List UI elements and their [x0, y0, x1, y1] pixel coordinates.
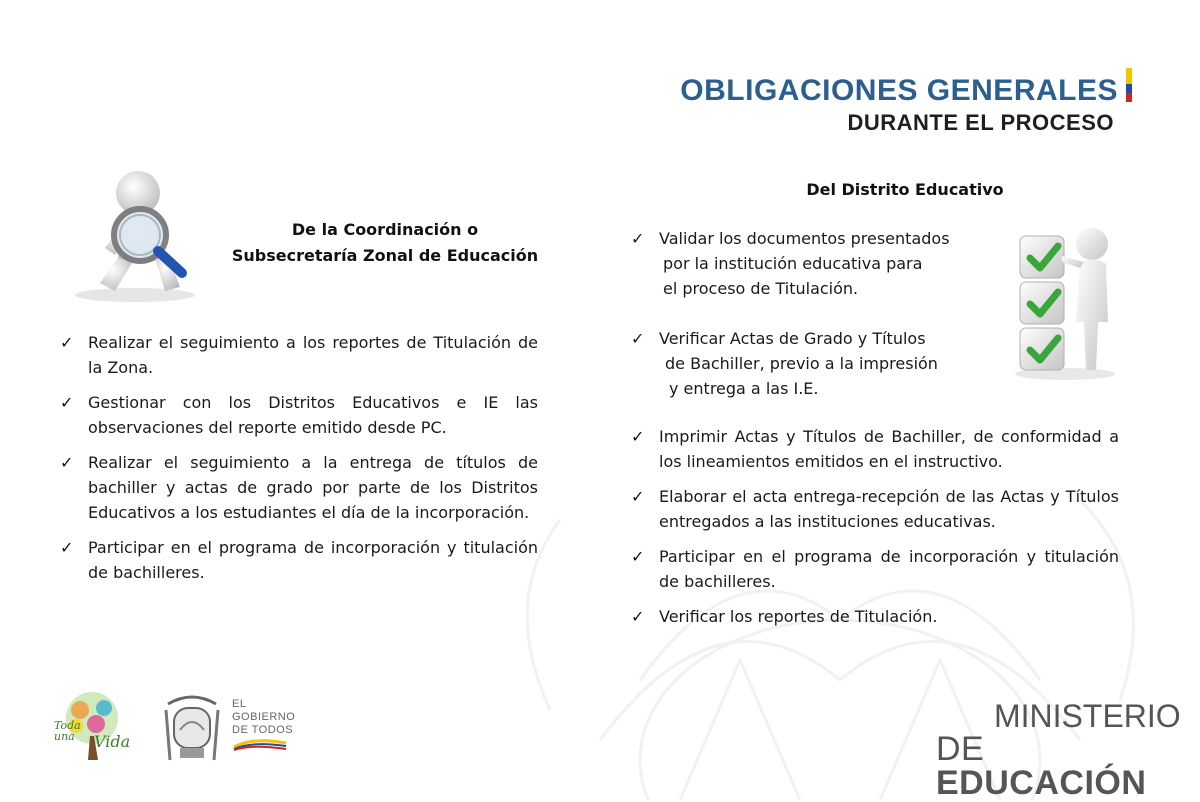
- check-icon: ✓: [631, 229, 645, 248]
- ministerio-educacion-logo: [936, 700, 1200, 800]
- list-item: [58, 390, 538, 440]
- ministerio-line2: [936, 732, 1200, 800]
- left-obligations-list: [58, 330, 538, 595]
- page-title: OBLIGACIONES GENERALES: [680, 74, 1118, 107]
- check-icon: ✓: [60, 538, 74, 557]
- right-obligations-list: [629, 424, 1119, 639]
- check-icon: ✓: [631, 427, 645, 446]
- list-item: [629, 544, 1119, 594]
- vida-text: Vida: [94, 732, 131, 751]
- list-item-text: Realizar el seguimiento a la entrega de títulos de bachiller y actas de grado por parte de los Distritos Educativos a los estudiantes el día de la incorporación.: [88, 453, 538, 522]
- page-subtitle: DURANTE EL PROCESO: [847, 110, 1114, 135]
- list-item-text: Participar en el programa de incorporación y titulación de bachilleres.: [88, 538, 538, 582]
- list-item-text: Elaborar el acta entrega-recepción de las Actas y Títulos entregados a las instituciones educativas.: [659, 487, 1119, 531]
- right-item-verify: [629, 326, 1019, 401]
- list-item-text: Verificar los reportes de Titulación.: [659, 607, 938, 626]
- checklist-person-icon: [1010, 222, 1120, 382]
- right-item1-line2: por la institución educativa para: [663, 254, 923, 273]
- right-item2-line2: de Bachiller, previo a la impresión: [665, 354, 938, 373]
- gobierno-de-todos-logo: [232, 698, 295, 755]
- ministerio-de: DE: [936, 730, 985, 768]
- ministerio-educacion: EDUCACIÓN: [936, 764, 1147, 802]
- list-item-text: Realizar el seguimiento a los reportes de Titulación de la Zona.: [88, 333, 538, 377]
- flag-swoosh-icon: [232, 737, 288, 751]
- check-icon: ✓: [631, 487, 645, 506]
- ministerio-line1: MINISTERIO: [994, 698, 1181, 734]
- right-item2-line3: y entrega a las I.E.: [669, 379, 819, 398]
- list-item: [58, 450, 538, 525]
- list-item: [629, 424, 1119, 474]
- una-text: una: [54, 730, 75, 743]
- check-icon: ✓: [60, 453, 74, 472]
- left-heading-line1: De la Coordinación o: [291, 220, 479, 239]
- left-section-heading: [200, 217, 570, 269]
- list-item: [629, 484, 1119, 534]
- toda-una-vida-logo: [52, 688, 132, 768]
- left-heading-line2: Subsecretaría Zonal de Educación: [231, 246, 539, 265]
- list-item: [58, 330, 538, 380]
- gobierno-line3: DE TODOS: [232, 724, 294, 736]
- right-item-validate: [629, 226, 1019, 301]
- list-item-text: Gestionar con los Distritos Educativos e IE las observaciones del reporte emitido desde PC.: [88, 393, 538, 437]
- check-icon: ✓: [631, 547, 645, 566]
- check-icon: ✓: [631, 607, 645, 626]
- list-item: [58, 535, 538, 585]
- list-item: [629, 604, 1119, 629]
- right-section-heading: Del Distrito Educativo: [806, 180, 1004, 199]
- check-icon: ✓: [631, 329, 645, 348]
- magnifier-person-icon: [70, 163, 200, 303]
- check-icon: ✓: [60, 333, 74, 352]
- right-item1-line1: Validar los documentos presentados: [659, 229, 950, 248]
- ecuador-flag-bar: [1126, 68, 1132, 102]
- list-item-text: Imprimir Actas y Títulos de Bachiller, de conformidad a los lineamientos emitidos en el instructivo.: [659, 427, 1119, 471]
- right-item2-line1: Verificar Actas de Grado y Títulos: [659, 329, 926, 348]
- coat-of-arms-icon: [160, 690, 224, 770]
- list-item-text: Participar en el programa de incorporación y titulación de bachilleres.: [659, 547, 1119, 591]
- toda-text: Toda: [54, 719, 81, 732]
- check-icon: ✓: [60, 393, 74, 412]
- gobierno-line2: GOBIERNO: [232, 711, 296, 723]
- right-item1-line3: el proceso de Titulación.: [663, 279, 859, 298]
- gobierno-line1: EL: [232, 698, 247, 710]
